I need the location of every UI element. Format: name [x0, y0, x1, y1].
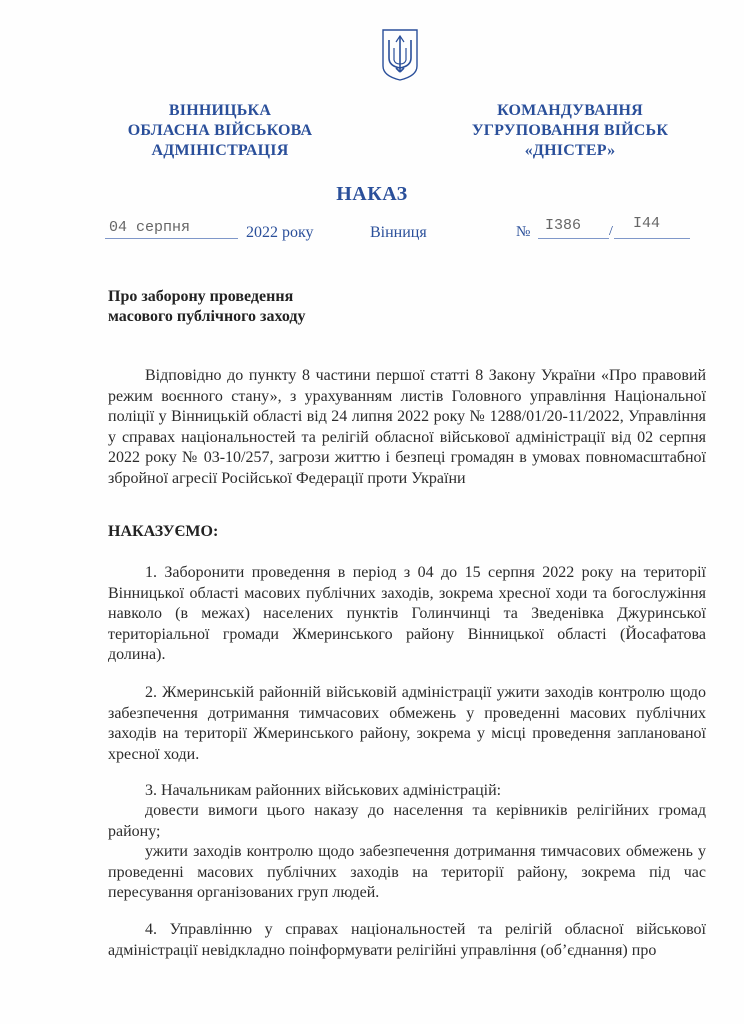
- order-heading: НАКАЗУЄМО:: [108, 523, 219, 540]
- date-field: 04 серпня: [109, 219, 191, 236]
- number-part2: I44: [633, 215, 661, 232]
- order-item-4: 4. Управлінню у справах національностей та релігій обласної військової адміністрації невідкладно поінформувати релігійні управління (об’єднання) про: [108, 921, 706, 959]
- preamble-paragraph: Відповідно до пункту 8 частини першої статті 8 Закону України «Про правовий режим воєнного стану», з урахуванням листів Головного управління Національної поліції у Вінницькій області від 24 липня 2022 року № 1288/01/20-11/2022, Управління у справах національностей та релігій обласної військової адміністрації від 02 серпня 2022 року № 03-10/257, загрози життю і безпеці громадян в умовах повномасштабної збройної агресії Російської Федерації проти України: [108, 367, 706, 487]
- number-sign: №: [516, 224, 531, 240]
- issuer-left: [110, 101, 330, 161]
- order-item-3: 3. Начальникам районних військових адміністрацій:: [145, 782, 502, 799]
- number-part1: I386: [545, 217, 582, 234]
- number-part1-underline: [538, 238, 609, 239]
- order-item-3-subpoint: довести вимоги цього наказу до населення та керівників релігійних громад району;: [108, 802, 706, 840]
- trident-coat-of-arms-icon: [381, 28, 419, 82]
- issuer-left-line: ОБЛАСНА ВІЙСЬКОВА: [127, 122, 313, 139]
- order-item-3-subpoint: ужити заходів контролю щодо забезпечення дотримання тимчасових обмежень у проведенні масових публічних заходів на території району, зокрема під час пересування організованих груп людей.: [108, 843, 706, 902]
- subject-heading: [108, 287, 305, 327]
- order-item-2: 2. Жмеринській районній військовій адміністрації ужити заходів контролю щодо забезпечення дотримання тимчасових обмежень у проведенні масових публічних заходів на території Жмеринського району, зокрема у місці проведення запланованої хресної ходи.: [108, 684, 706, 763]
- number-separator: /: [609, 224, 613, 239]
- year-label: 2022 року: [246, 224, 314, 241]
- issuer-right-line: «ДНІСТЕР»: [524, 142, 616, 159]
- date-underline: [105, 238, 238, 239]
- issuer-left-line: ВІННИЦЬКА: [168, 102, 272, 119]
- issuer-left-line: АДМІНІСТРАЦІЯ: [151, 142, 289, 159]
- issuer-right-line: УГРУПОВАННЯ ВІЙСЬК: [471, 122, 669, 139]
- issuer-right: [455, 101, 685, 161]
- city-label: Вінниця: [370, 224, 427, 241]
- number-part2-underline: [614, 238, 690, 239]
- document-type-title: НАКАЗ: [336, 183, 408, 205]
- issuer-right-line: КОМАНДУВАННЯ: [497, 102, 643, 119]
- order-item-1: 1. Заборонити проведення в період з 04 до 15 серпня 2022 року на території Вінницької області масових публічних заходів, зокрема хресної ходи та богослужіння навколо (в межах) населених пунктів Голинчинці та Зведенівка Джуринської територіальної громади Жмеринського району Вінницької області (Йосафатова долина).: [108, 564, 706, 664]
- subject-line: Про заборону проведення: [108, 288, 294, 305]
- subject-line: масового публічного заходу: [108, 308, 306, 325]
